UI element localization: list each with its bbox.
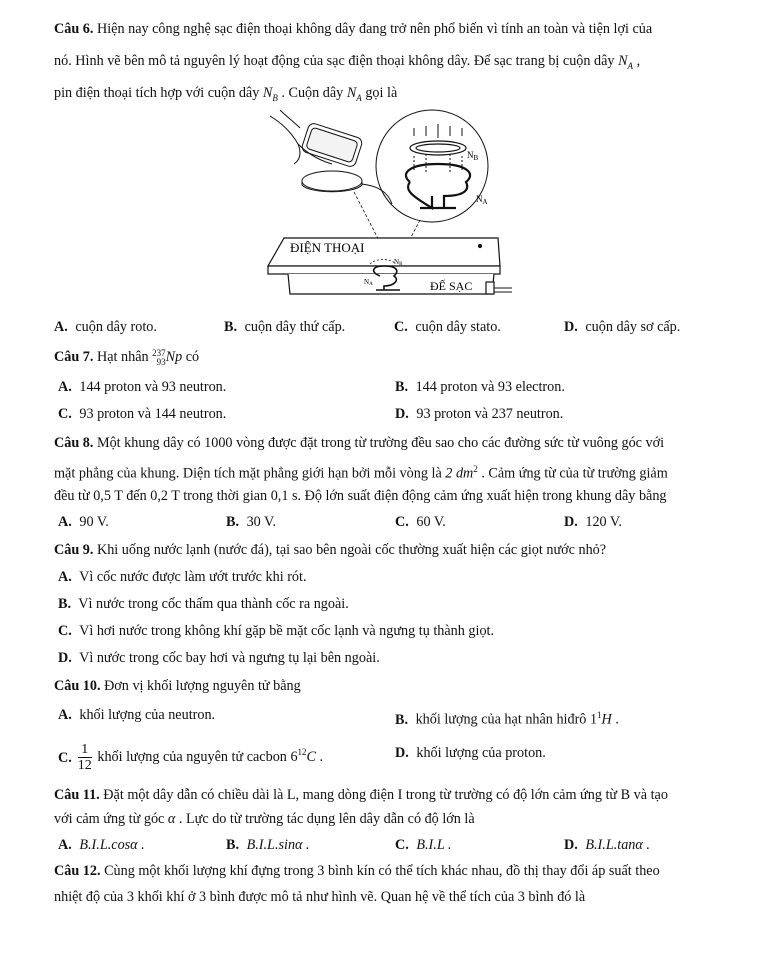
q8-line-2: mặt phẳng của khung. Diện tích mặt phẳng giới hạn bởi mỗi vòng là 2 $dm^2$ . Cảm ứng từ của từ trường giảm — [54, 464, 668, 482]
q6-number: Câu 6. — [54, 21, 94, 37]
na-small-label: NA — [364, 278, 373, 287]
q7-nuclide-numbers: 237 93 — [152, 347, 166, 367]
q6-line-1: Câu 6. Hiện nay công nghệ sạc điện thoại không dây đang trở nên phổ biến vì tính an toàn và tiện lợi của — [54, 21, 653, 37]
q7-option-d[interactable]: D. 93 proton và 237 neutron. — [395, 406, 564, 422]
nb-top-label: $N_B$ — [467, 150, 479, 162]
charger-label: ĐẾ SẠC — [430, 279, 473, 293]
q8-option-d[interactable]: D. 120 V. — [564, 514, 622, 530]
q6-line-3: pin điện thoại tích hợp với cuộn dây $N_B$ . Cuộn dây $N_A$ gọi là — [54, 85, 398, 103]
q9-option-a[interactable]: A. Vì cốc nước được làm ướt trước khi rót. — [58, 569, 307, 585]
q11-option-d[interactable]: D. B.I.L.tanα . — [564, 837, 650, 853]
q6-option-d[interactable]: D. cuộn dây sơ cấp. — [564, 319, 681, 335]
phone-label: ĐIỆN THOẠI — [290, 240, 365, 255]
q9-option-d[interactable]: D. Vì nước trong cốc bay hơi và ngưng tụ lại bên ngoài. — [58, 650, 380, 666]
q10-option-c[interactable]: C. $\frac{1}{12}$ khối lượng của nguyên tử cacbon $6^{12}C$ . — [58, 742, 324, 773]
q8-option-b[interactable]: B. 30 V. — [226, 514, 277, 530]
q10-option-b[interactable]: B. khối lượng của hạt nhân hiđrô $1^1H$ . — [395, 710, 619, 728]
q7-stem: Câu 7. Hạt nhân 237 93 Np có — [54, 347, 200, 367]
q7-option-b[interactable]: B. 144 proton và 93 electron. — [395, 379, 565, 395]
q9-stem: Câu 9. Khi uống nước lạnh (nước đá), tại sao bên ngoài cốc thường xuất hiện các giọt nước nhỏ? — [54, 542, 607, 558]
q7-option-a[interactable]: A. 144 proton và 93 neutron. — [58, 379, 227, 395]
q6-option-c[interactable]: C. cuộn dây stato. — [394, 319, 501, 335]
coil-zoom-circle — [354, 110, 488, 258]
q11-option-a[interactable]: A. B.I.L.cosα . — [58, 837, 145, 853]
q10-stem: Câu 10. Đơn vị khối lượng nguyên tử bằng — [54, 678, 301, 694]
q8-line-1: Câu 8. Một khung dây có 1000 vòng được đặt trong từ trường đều sao cho các đường sức từ vuông góc với — [54, 435, 665, 451]
q12-line-2: nhiệt độ của 3 khối khí ở 3 bình được mô tả như hình vẽ. Quan hệ về thể tích của 3 bình đó là — [54, 889, 586, 905]
q6-option-a[interactable]: A. cuộn dây roto. — [54, 319, 157, 335]
q10-option-d[interactable]: D. khối lượng của proton. — [395, 745, 546, 761]
q11-line-1: Câu 11. Đặt một dây dẫn có chiều dài là L, mang dòng điện I trong từ trường có độ lớn cảm ứng từ B và tạo — [54, 787, 668, 803]
one-twelfth-fraction: $\frac{1}{12}$ — [77, 742, 92, 773]
q8-option-a[interactable]: A. 90 V. — [58, 514, 109, 530]
q11-option-c[interactable]: C. B.I.L . — [395, 837, 452, 853]
q6-option-b[interactable]: B. cuộn dây thứ cấp. — [224, 319, 346, 335]
q8-line-3: đều từ 0,5 T đến 0,2 T trong thời gian 0,1 s. Độ lớn suất điện động cảm ứng xuất hiện trong khung dây bằng — [54, 488, 667, 504]
q11-line-2: với cảm ứng từ góc α . Lực do từ trường tác dụng lên dây dẫn có độ lớn là — [54, 811, 475, 827]
q10-option-a[interactable]: A. khối lượng của neutron. — [58, 707, 216, 723]
na-top-label: $N_A$ — [476, 194, 488, 206]
q9-option-c[interactable]: C. Vì hơi nước trong không khí gặp bề mặt cốc lạnh và ngưng tụ thành giọt. — [58, 623, 495, 639]
hand-phone-illustration — [270, 110, 392, 204]
wireless-charging-figure — [260, 108, 522, 304]
q8-option-c[interactable]: C. 60 V. — [395, 514, 446, 530]
q7-option-c[interactable]: C. 93 proton và 144 neutron. — [58, 406, 227, 422]
q6-line-2: nó. Hình vẽ bên mô tả nguyên lý hoạt động của sạc điện thoại không dây. Để sạc trang bị cuộn dây $N_A$ , — [54, 53, 641, 71]
q11-option-b[interactable]: B. B.I.L.sinα . — [226, 837, 310, 853]
q9-option-b[interactable]: B. Vì nước trong cốc thấm qua thành cốc ra ngoài. — [58, 596, 349, 612]
q12-line-1: Câu 12. Cùng một khối lượng khí đựng trong 3 bình kín có thể tích khác nhau, đồ thị thay đổi áp suất theo — [54, 863, 660, 879]
nb-small-label: NB — [394, 258, 403, 267]
